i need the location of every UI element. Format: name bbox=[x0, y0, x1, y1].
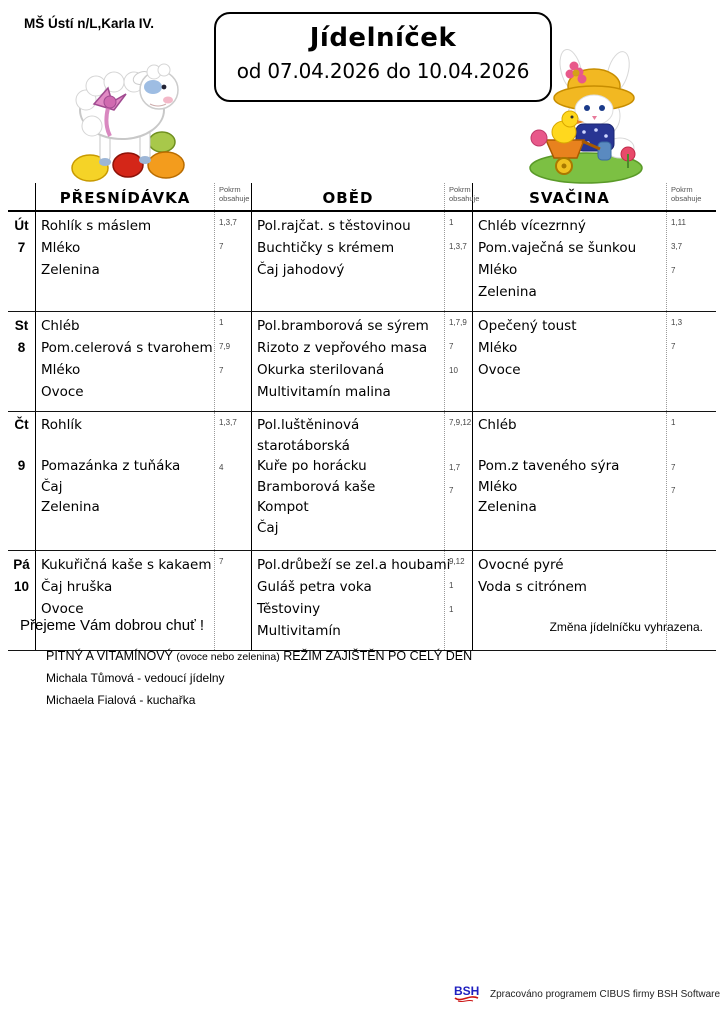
allergen-codes: 1,3,7 bbox=[219, 418, 237, 427]
menu-item: Okurka sterilovaná bbox=[257, 362, 385, 378]
menu-item bbox=[41, 436, 214, 457]
menu-item: Chléb bbox=[41, 318, 80, 334]
regime-part2: (ovoce nebo zelenina) bbox=[176, 651, 280, 663]
column-header-snack-am: PŘESNÍDÁVKA bbox=[36, 183, 215, 210]
date-label: 8 bbox=[17, 340, 26, 355]
allergen-codes: 1,11 bbox=[671, 218, 686, 227]
allergen-cell-snack-pm bbox=[667, 212, 716, 311]
day-label: Čt bbox=[14, 417, 29, 432]
allergen-cell-snack-am bbox=[215, 551, 252, 650]
menu-item: Rohlík bbox=[41, 417, 82, 433]
menu-item: starotáborská bbox=[257, 437, 350, 454]
food-cell-snack-am bbox=[36, 412, 215, 550]
allergen-codes bbox=[445, 387, 472, 411]
menu-item: Opečený toust bbox=[478, 318, 577, 334]
menu-item: Multivitamín malina bbox=[257, 384, 391, 400]
staff-manager: Michala Tůmová - vedoucí jídelny bbox=[46, 671, 225, 685]
food-cell-snack-am bbox=[36, 551, 215, 650]
allergen-codes: 1,7 bbox=[449, 463, 461, 472]
menu-item: Pom.vaječná se šunkou bbox=[478, 240, 637, 256]
bsh-logo bbox=[452, 983, 482, 1005]
menu-item: Pomazánka z tuňáka bbox=[41, 458, 181, 474]
menu-item: Multivitamín bbox=[257, 623, 341, 639]
allergen-codes bbox=[667, 554, 716, 578]
column-header-snack-pm: SVAČINA bbox=[473, 183, 667, 210]
menu-row bbox=[8, 412, 716, 551]
allergen-codes bbox=[215, 387, 251, 411]
regime-text bbox=[46, 649, 472, 663]
menu-item: Ovoce bbox=[41, 601, 84, 617]
day-cell bbox=[8, 412, 36, 550]
allergen-codes: 7 bbox=[671, 485, 676, 495]
allergen-cell-lunch bbox=[445, 212, 473, 311]
menu-item: Buchtičky s krémem bbox=[257, 240, 395, 256]
allergen-codes: 7 bbox=[671, 266, 676, 275]
food-cell-snack-am bbox=[36, 212, 215, 311]
allergen-codes: 3,7 bbox=[671, 242, 683, 251]
menu-item: Guláš petra voka bbox=[257, 579, 372, 595]
food-cell-snack-pm bbox=[473, 412, 667, 550]
allergen-codes: 1 bbox=[219, 318, 224, 327]
allergen-codes bbox=[445, 505, 472, 528]
allergen-codes bbox=[215, 438, 251, 461]
date-range: od 07.04.2026 do 10.04.2026 bbox=[236, 59, 530, 83]
column-header-allergens-1: Pokrm obsahuje bbox=[215, 183, 252, 210]
menu-item: Mléko bbox=[478, 262, 518, 278]
menu-item: Ovoce bbox=[478, 362, 521, 378]
menu-item: Chléb bbox=[478, 417, 517, 433]
allergen-codes bbox=[215, 483, 251, 506]
date-label: 7 bbox=[17, 240, 26, 255]
menu-item: Čaj bbox=[257, 519, 279, 536]
allergen-codes: 7 bbox=[219, 242, 224, 251]
menu-item: Zelenina bbox=[478, 499, 537, 515]
title-box bbox=[214, 12, 552, 102]
food-cell-snack-pm bbox=[473, 551, 667, 650]
menu-row bbox=[8, 212, 716, 312]
menu-item: Těstoviny bbox=[257, 601, 321, 617]
menu-item: Ovocné pyré bbox=[478, 557, 564, 573]
menu-item: Pol.bramborová se sýrem bbox=[257, 318, 429, 334]
day-cell bbox=[8, 212, 36, 311]
allergen-codes: 7,9 bbox=[219, 342, 231, 351]
allergen-codes bbox=[445, 438, 472, 461]
food-cell-snack-pm bbox=[473, 212, 667, 311]
menu-item: Rohlík s máslem bbox=[41, 218, 152, 234]
allergen-cell-snack-am bbox=[215, 412, 252, 550]
menu-item: Čaj bbox=[41, 478, 63, 495]
allergen-codes bbox=[445, 626, 472, 650]
allergen-codes bbox=[667, 438, 716, 461]
menu-item: Pol.rajčat. s těstovinou bbox=[257, 218, 411, 234]
menu-item: Pom.celerová s tvarohem bbox=[41, 340, 213, 356]
allergen-codes: 7 bbox=[449, 485, 454, 495]
food-cell-lunch bbox=[252, 412, 445, 550]
menu-row bbox=[8, 551, 716, 651]
allergen-codes bbox=[667, 363, 716, 387]
menu-item: Mléko bbox=[478, 478, 518, 495]
allergen-codes bbox=[667, 505, 716, 528]
allergen-codes bbox=[445, 263, 472, 287]
allergen-codes bbox=[667, 287, 716, 311]
menu-item bbox=[478, 436, 666, 457]
allergen-codes bbox=[215, 263, 251, 287]
allergen-cell-snack-am bbox=[215, 212, 252, 311]
allergen-codes: 7 bbox=[219, 557, 224, 566]
allergen-codes bbox=[667, 578, 716, 602]
menu-item: Mléko bbox=[41, 362, 81, 378]
easter-lamb-clipart bbox=[50, 52, 208, 186]
menu-item: Pol.drůbeží se zel.a houbami bbox=[257, 557, 451, 573]
school-name: MŠ Ústí n/L,Karla IV. bbox=[24, 16, 155, 31]
date-label: 10 bbox=[13, 579, 30, 594]
menu-item: Mléko bbox=[478, 340, 518, 356]
easter-bunny-clipart bbox=[524, 46, 656, 186]
staff-cook: Michaela Fialová - kuchařka bbox=[46, 693, 196, 707]
wish-text: Přejeme Vám dobrou chuť ! bbox=[20, 617, 205, 634]
allergen-codes: 1,7,9 bbox=[449, 318, 467, 327]
food-cell-lunch bbox=[252, 551, 451, 650]
day-cell bbox=[8, 551, 36, 650]
allergen-codes: 7 bbox=[671, 342, 676, 351]
menu-item: Rizoto z vepřového masa bbox=[257, 340, 428, 356]
menu-item: Pol.luštěninová bbox=[257, 417, 360, 433]
day-label: Pá bbox=[13, 557, 30, 572]
regime-part1: PITNÝ A VITAMÍNOVÝ bbox=[46, 649, 173, 663]
date-label bbox=[8, 436, 35, 457]
allergen-codes: 1,3 bbox=[671, 318, 683, 327]
table-body bbox=[8, 212, 716, 651]
page-title: Jídelníček bbox=[309, 23, 457, 53]
menu-item: Ovoce bbox=[41, 384, 84, 400]
allergen-cell-snack-pm bbox=[667, 551, 716, 650]
day-label: St bbox=[14, 318, 29, 333]
food-cell-lunch bbox=[252, 212, 445, 311]
allergen-codes: 9,12 bbox=[449, 557, 465, 566]
menu-item: Chléb vícezrnný bbox=[478, 218, 586, 234]
menu-item: Zelenina bbox=[478, 284, 537, 300]
day-column-header bbox=[8, 183, 36, 210]
allergen-codes bbox=[215, 505, 251, 528]
allergen-codes: 7 bbox=[219, 366, 224, 375]
allergen-cell-lunch bbox=[445, 551, 473, 650]
column-header-allergens-2: Pokrm obsahuje bbox=[445, 183, 473, 210]
allergen-codes: 1,3,7 bbox=[449, 242, 467, 251]
allergen-codes: 7 bbox=[449, 342, 454, 351]
food-cell-snack-pm bbox=[473, 312, 667, 411]
menu-item: Kompot bbox=[257, 499, 309, 515]
menu-item: Pom.z taveného sýra bbox=[478, 458, 620, 474]
allergen-cell-snack-pm bbox=[667, 312, 716, 411]
menu-item: Kukuřičná kaše s kakaem bbox=[41, 557, 212, 573]
menu-item: Voda s citrónem bbox=[478, 579, 587, 595]
menu-item: Zelenina bbox=[41, 499, 100, 515]
menu-item: Mléko bbox=[41, 240, 81, 256]
software-credit bbox=[452, 983, 720, 1005]
allergen-codes bbox=[215, 578, 251, 602]
menu-item: Čaj hruška bbox=[41, 579, 113, 595]
table-header-row bbox=[8, 183, 716, 212]
menu-row bbox=[8, 312, 716, 412]
change-notice: Změna jídelníčku vyhrazena. bbox=[549, 620, 703, 634]
allergen-cell-snack-am bbox=[215, 312, 252, 411]
menu-item: Bramborová kaše bbox=[257, 478, 376, 495]
allergen-codes: 1 bbox=[449, 218, 454, 227]
menu-item: Čaj jahodový bbox=[257, 262, 345, 278]
allergen-codes: 1 bbox=[671, 418, 676, 427]
food-cell-snack-am bbox=[36, 312, 215, 411]
column-header-lunch: OBĚD bbox=[252, 183, 445, 210]
day-label: Út bbox=[14, 218, 29, 233]
day-cell bbox=[8, 312, 36, 411]
allergen-codes bbox=[215, 602, 251, 626]
regime-part3: REŽIM ZAJIŠTĚN PO CELÝ DEN bbox=[283, 649, 473, 663]
allergen-cell-snack-pm bbox=[667, 412, 716, 550]
food-cell-lunch bbox=[252, 312, 445, 411]
allergen-codes: 1,3,7 bbox=[219, 218, 237, 227]
svg-text:BSH: BSH bbox=[454, 984, 480, 998]
allergen-codes: 1 bbox=[449, 605, 454, 614]
allergen-codes: 7 bbox=[671, 463, 676, 472]
menu-table bbox=[8, 183, 716, 651]
allergen-cell-lunch bbox=[445, 412, 473, 550]
allergen-codes: 7,9,12 bbox=[449, 418, 472, 427]
allergen-codes: 4 bbox=[219, 463, 224, 472]
allergen-codes: 1 bbox=[449, 581, 454, 590]
allergen-cell-lunch bbox=[445, 312, 473, 411]
menu-item: Kuře po horácku bbox=[257, 458, 367, 474]
allergen-codes: 10 bbox=[449, 366, 458, 375]
credit-text: Zpracováno programem CIBUS firmy BSH Software bbox=[490, 988, 721, 1000]
allergen-codes bbox=[445, 528, 472, 551]
menu-item: Zelenina bbox=[41, 262, 100, 278]
date-label: 9 bbox=[17, 458, 26, 473]
column-header-allergens-3: Pokrm obsahuje bbox=[671, 185, 702, 203]
